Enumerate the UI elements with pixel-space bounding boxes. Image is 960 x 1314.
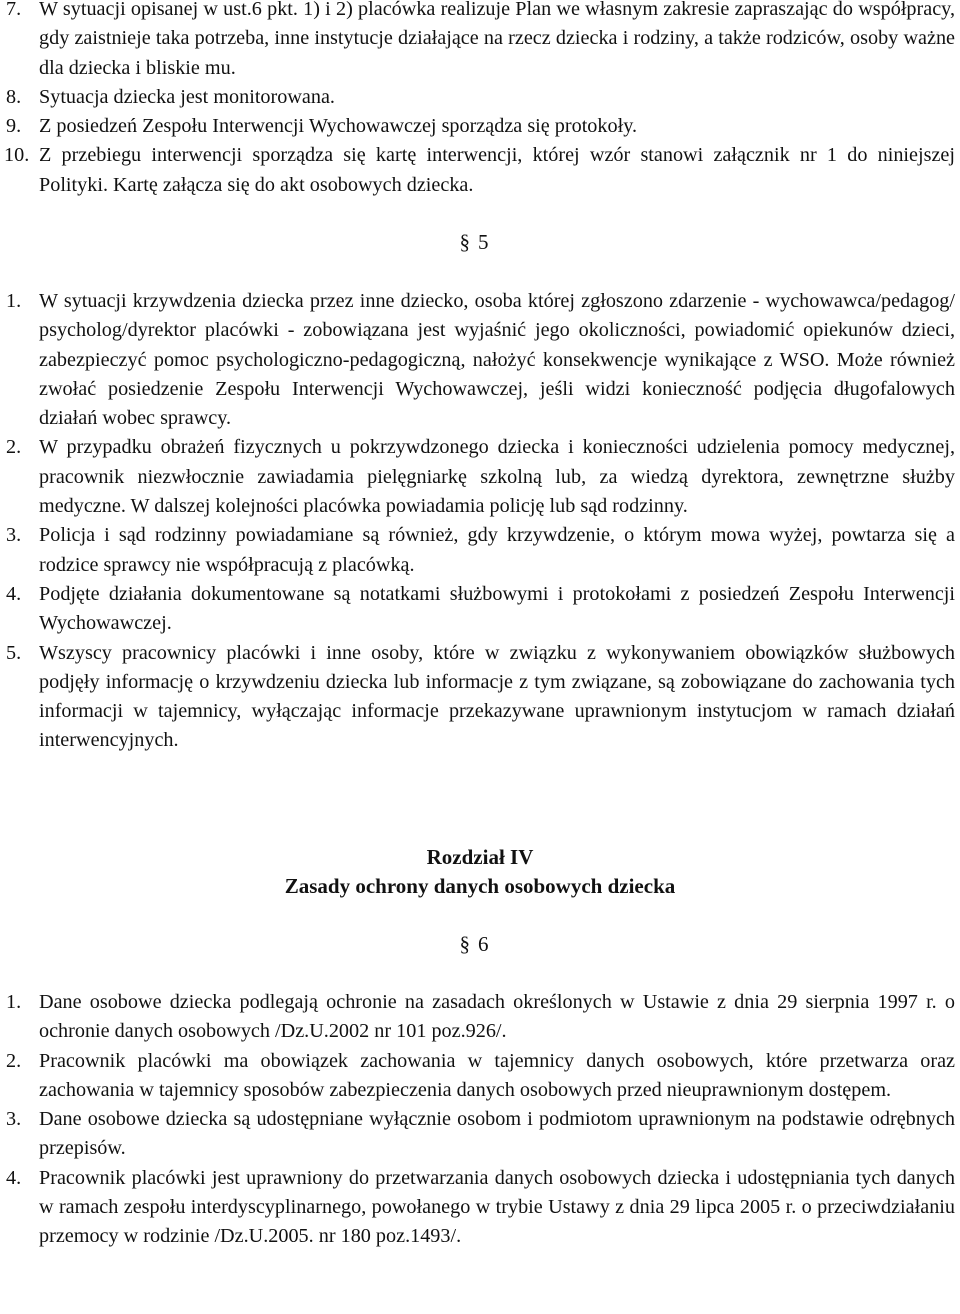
list-text: Wszyscy pracownicy placówki i inne osoby, które w związku z wykonywaniem obowiązków służbowych podjęły informację o krzywdzeniu dziecka lub informacje z tym związane, są zobowiązane do zachowania tych informacji w tajemnicy, wyłączając informacje przekazywane uprawnionym instytucjom w ramach działań interwencyjnych. [39, 641, 955, 752]
list-block-section-6 [2, 988, 955, 1252]
list-item-s5-5 [2, 639, 955, 756]
list-number: 1. [6, 991, 22, 1013]
list-item-s6-4 [2, 1164, 955, 1252]
list-item-s5-4 [2, 580, 955, 639]
list-number: 3. [6, 524, 22, 547]
list-item-s6-3 [2, 1105, 955, 1164]
list-text: Z przebiegu interwencji sporządza się kartę interwencji, której wzór stanowi załącznik nr 1 do niniejszej Polityki. Kartę załącza się do akt osobowych dziecka. [39, 144, 955, 196]
list-text: Sytuacja dziecka jest monitorowana. [39, 85, 335, 108]
list-block-section-5 [2, 287, 955, 756]
list-number: 9. [6, 115, 22, 138]
list-item-s6-2 [2, 1047, 955, 1106]
chapter-subtitle: Zasady ochrony danych osobowych dziecka [284, 874, 676, 898]
list-text: W przypadku obrażeń fizycznych u pokrzywdzonego dziecka i konieczności udzielenia pomocy medycznej, pracownik niezwłocznie zawiadamia pielęgniarkę szkolną lub, za wiedzą dyrektora, zewnętrzne służby medyczne. W dalszej kolejności placówka powiadamia policję lub sąd rodzinny. [39, 436, 955, 518]
section-5-heading [0, 228, 960, 257]
list-number: 2. [6, 1049, 22, 1072]
section-symbol: § [459, 230, 472, 254]
list-text: Dane osobowe dziecka podlegają ochronie na zasadach określonych w Ustawie z dnia 29 sierpnia 1997 r. o ochronie danych osobowych /Dz.U.2002 nr 101 poz.926/. [39, 991, 955, 1043]
list-text: Pracownik placówki ma obowiązek zachowania w tajemnicy danych osobowych, które przetwarza oraz zachowania w tajemnicy sposobów zabezpieczenia danych osobowych przed nieuprawnionym dostępem. [39, 1049, 955, 1101]
section-number: 5 [478, 230, 491, 254]
section-6-heading [0, 930, 960, 959]
list-item-7 [2, 0, 955, 83]
section-symbol: § [459, 932, 472, 956]
list-text: Dane osobowe dziecka są udostępniane wyłącznie osobom i podmiotom uprawnionym na podstawie odrębnych przepisów. [39, 1108, 955, 1160]
list-number: 2. [6, 436, 22, 459]
list-block-continuation [2, 0, 955, 200]
list-number: 8. [6, 85, 22, 108]
list-text: Policja i sąd rodzinny powiadamiane są również, gdy krzywdzenie, o którym mowa wyżej, powtarza się a rodzice sprawcy nie współpracują z placówką. [39, 524, 955, 576]
list-text: Z posiedzeń Zespołu Interwencji Wychowawczej sporządza się protokoły. [39, 115, 638, 138]
list-text: W sytuacji krzywdzenia dziecka przez inne dziecko, osoba której zgłoszono zdarzenie - wychowawca/pedagog/ psycholog/dyrektor placówki - zobowiązana jest wyjaśnić jego okoliczności, powiadomić opiekunów dzieci, zabezpieczyć pomoc psychologiczno-pedagogiczną, nałożyć konsekwencje wynikające z WSO. Może również zwołać posiedzenie Zespołu Interwencji Wychowawczej, jeśli widzi konieczność podjęcia długofalowych działań wobec sprawcy. [39, 290, 955, 430]
list-number: 7. [6, 0, 22, 20]
list-text: W sytuacji opisanej w ust.6 pkt. 1) i 2) placówka realizuje Plan we własnym zakresie zapraszając do współpracy, gdy zaistnieje taka potrzeba, inne instytucje działające na rzecz dziecka i rodziny, a także rodziców, osoby ważne dla dziecka i bliskie mu. [39, 0, 955, 79]
list-number: 10. [4, 144, 30, 167]
list-number: 4. [6, 582, 22, 605]
list-item-9 [2, 112, 955, 141]
list-text: Pracownik placówki jest uprawniony do przetwarzania danych osobowych dziecka i udostępniania tych danych w ramach zespołu interdyscyplinarnego, powołanego w trybie Ustawy z dnia 29 lipca 2005 r. o przeciwdziałaniu przemocy w rodzinie /Dz.U.2005. nr 180 poz.1493/. [39, 1166, 955, 1248]
list-text: Podjęte działania dokumentowane są notatkami służbowymi i protokołami z posiedzeń Zespołu Interwencji Wychowawczej. [39, 582, 955, 635]
list-item-s5-2 [2, 433, 955, 521]
section-number: 6 [478, 932, 491, 956]
list-item-s5-1 [2, 287, 955, 433]
list-number: 5. [6, 641, 22, 664]
list-item-s6-1 [2, 988, 955, 1047]
list-number: 1. [6, 290, 22, 312]
list-item-s5-3 [2, 521, 955, 580]
list-item-8 [2, 83, 955, 112]
list-item-10 [2, 141, 955, 200]
list-number: 3. [6, 1108, 22, 1131]
list-number: 4. [6, 1166, 22, 1189]
chapter-title: Rozdział IV [426, 845, 534, 869]
